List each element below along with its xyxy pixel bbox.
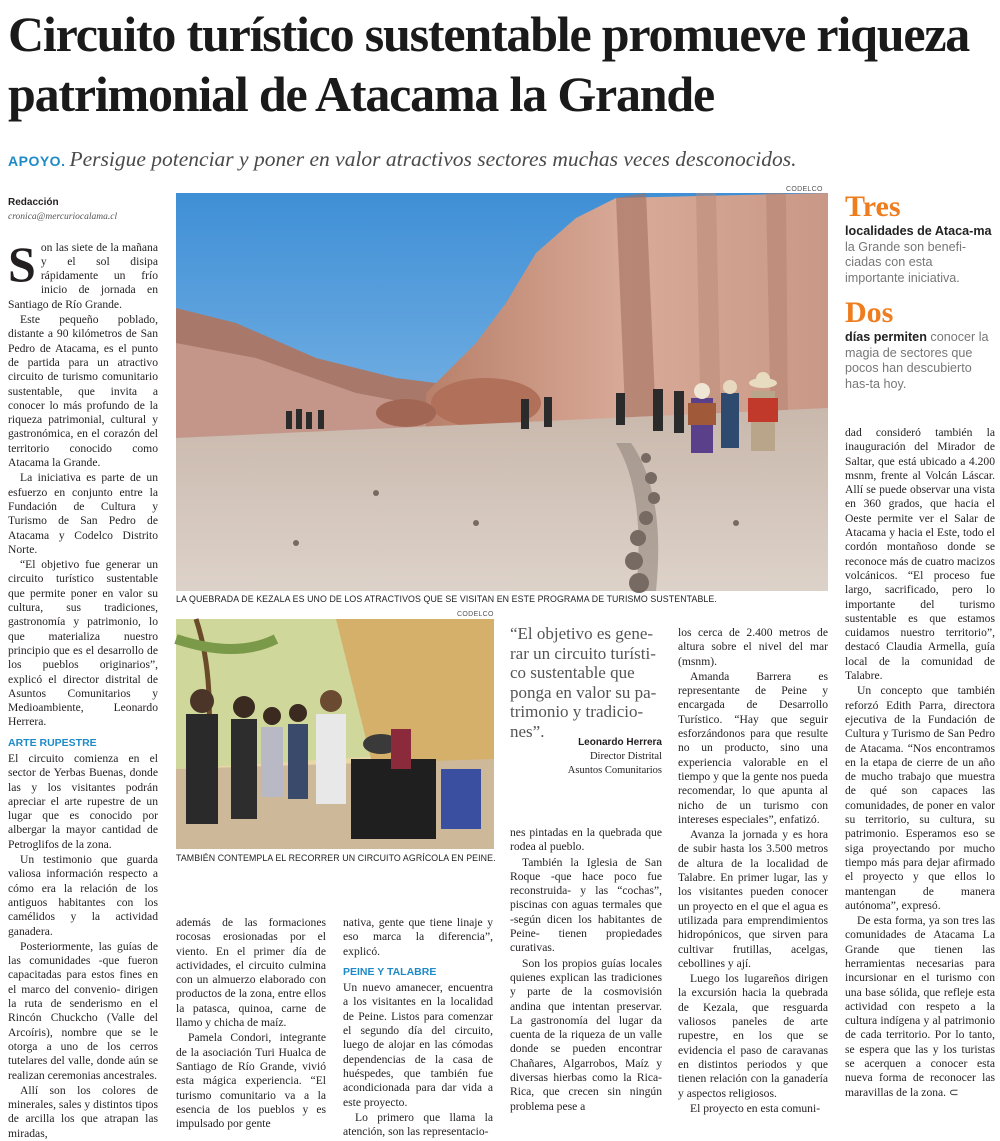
body-column-5	[678, 626, 828, 1116]
fact-number: Dos	[845, 296, 894, 329]
paragraph: También la Iglesia de San Roque -que hace poco fue reconstruida- y las “cochas”, piscinas con aguas termales que -según dicen los habitantes de Peine- tienen propiedades curativas.	[510, 855, 662, 955]
quote-author-role-2: Asuntos Comunitarios	[567, 765, 662, 776]
paragraph: Un nuevo amanecer, encuentra a los visitantes en la localidad de Peine. Listos para comenzar el segundo día del circuito, luego de alojar en las cómodas dependencias de la casa de huéspedes, que también fue acondicionada para dar vida a este proyecto.	[343, 981, 493, 1109]
paragraph: “El objetivo fue generar un circuito turístico sustentable que permite poner en valor su cultura, sus tradiciones, gastronomía y patrimonio, lo que materializa nuestro principio que es el desarrollo de los pueblos originarios”, explicó el director distrital de Asuntos Comunitarios y Medioambiente, Leonardo Herrera.	[8, 558, 158, 729]
body-column-1	[8, 196, 158, 1140]
paragraph: Son los propios guías locales quienes explican las tradiciones y parte de la cosmovisión andina que intentan preservar. La gastronomía del lugar da cuenta de la riqueza de un valle donde se pueden encontrar Chañares, Algarrobos, Maíz y diversas hierbas como la Rica-Rica, que crecen sin ningún problema pese a	[510, 956, 662, 1113]
paragraph	[845, 914, 995, 1100]
paragraph: Este pequeño poblado, distante a 90 kilómetros de San Pedro de Atacama, es el punto de partida para un atractivo circuito de turismo comunitario sustentable, que invita a conocer lo más profundo de la riqueza patrimonial, cultural y gastronómica, en el corazón del territorio conocido como Atacama la Grande.	[8, 313, 158, 470]
end-mark-icon: ⊂	[948, 1085, 959, 1099]
paragraph: Posteriormente, las guías de las comunidades -que fueron capacitadas para estos fines en el marco del convenio- dirigen la ruta de senderismo en el Rincón Chuckcho (Valle del Arcoíris), nombre que se le otorga a uno de los cerros tutelares del valle, donde aún se realizan ceremonias ancestrales.	[8, 939, 158, 1082]
paragraph: dad consideró también la inauguración del Mirador de Saltar, que está ubicado a 4.200 msnm, frente al Volcán Láscar. Allí se puede observar una vista en 360 grados, que hacia el Oeste permite ver el Salar de Atacama y hacia el Este, todo el cordón montañoso donde se reconoce más de cuatro macizos volcánicos. “El proceso fue largo, sacrificado, pero lo importante del turismo sustentable es que estamos cuidamos nuestro territorio”, destacó Claudia Armella, guía local de la comunidad de Talabre.	[845, 426, 995, 683]
main-photo-caption: LA QUEBRADA DE KEZALA ES UNO DE LOS ATRACTIVOS QUE SE VISITAN EN ESTE PROGRAMA DE TURISMO SUSTENTABLE.	[176, 594, 717, 604]
fact-box-dos	[845, 296, 995, 392]
paragraph: Allí son los colores de minerales, sales y distintos tipos de arcilla los que atrapan las miradas,	[8, 1083, 158, 1140]
paragraph: Avanza la jornada y es hora de subir hasta los 3.500 metros de altura de la localidad de Talabre. En primer lugar, las y los visitantes pueden conocer un proyecto en el que el agua es utilizada para emprendimientos hidropónicos, que sirven para cultivar frutillas, acelgas, cebollines y ají.	[678, 828, 828, 970]
drop-cap: S	[8, 235, 36, 292]
canyon-illustration	[176, 193, 828, 591]
quote-author-name: Leonardo Herrera	[578, 737, 662, 748]
main-photo-credit: CODELCO	[786, 186, 823, 193]
paragraph: nes pintadas en la quebrada que rodea al pueblo.	[510, 826, 662, 854]
body-column-4	[510, 826, 662, 1116]
fact-bold: días permiten	[845, 330, 927, 344]
paragraph: Amanda Barrera es representante de Peine y encargada de Desarrollo Turístico. “Hay que seguir esforzándonos para que resulte no un producto, sino una experiencia valorable en el tiempo y que la gente nos pueda recomendar, lo que apunta al nicho de un turismo con intereses especiales”, enfatizó.	[678, 669, 828, 826]
main-photo	[176, 193, 828, 591]
paragraph: los cerca de 2.400 metros de altura sobre el nivel del mar (msnm).	[678, 626, 828, 668]
section-heading-peine-talabre: PEINE Y TALABRE	[343, 965, 437, 978]
paragraph: nativa, gente que tiene linaje y eso marca la diferencia”, explicó.	[343, 916, 493, 958]
fact-text	[845, 330, 995, 392]
paragraph: La iniciativa es parte de un esfuerzo en conjunto entre la Fundación de Cultura y Turismo de San Pedro de Atacama y Codelco Distrito Norte.	[8, 471, 158, 556]
section-heading-arte-rupestre: ARTE RUPESTRE	[8, 736, 97, 749]
quote-author-role: Director Distrital	[589, 751, 662, 762]
lead-text: on las siete de la mañana y el sol disipa rápidamente un frío inicio de jornada en Santiago de Río Grande.	[8, 240, 158, 311]
subtitle	[8, 146, 993, 174]
secondary-photo-credit: CODELCO	[457, 611, 494, 618]
fact-text	[845, 224, 995, 286]
subtitle-text: Persigue potenciar y poner en valor atractivos sectores muchas veces desconocidos.	[69, 147, 797, 171]
fact-number: Tres	[845, 190, 901, 223]
pull-quote: “El objetivo es gene-rar un circuito turísti-co sustentable que ponga en valor su pa-trimonio y tradicio-nes”.	[510, 624, 657, 741]
byline-email: cronica@mercuriocalama.cl	[8, 212, 118, 223]
body-column-6	[845, 426, 995, 1116]
pull-quote-author	[510, 736, 662, 778]
kicker-label: APOYO.	[8, 153, 66, 169]
fact-box-tres	[845, 190, 995, 286]
body-column-2	[176, 916, 326, 1131]
secondary-photo	[176, 619, 494, 849]
headline: Circuito turístico sustentable promueve riqueza patrimonial de Atacama la Grande	[8, 6, 970, 122]
agricultural-circuit-illustration	[176, 619, 494, 849]
fact-body: conocer la magia de sectores que pocos han descubierto has-ta hoy.	[845, 330, 989, 391]
paragraph: Un testimonio que guarda valiosa información respecto a cómo era la relación de los antiguos habitantes con los camélidos y la actividad ganadera.	[8, 853, 158, 938]
paragraph: Un concepto que también reforzó Edith Parra, directora ejecutiva de la Fundación de Cultura y Turismo de San Pedro de Atacama. “Nos encontramos en la etapa de cierre de un año de mucho trabajo que muestra de qué son capaces las comunidades, de poner en valor su territorio, su cultura, su patrimonio. Esperamos eso se siga proyectando por mucho tiempo más para dejar afirmado el proyecto y que ellos lo mantengan de manera autónoma”, expresó.	[845, 684, 995, 912]
lead-paragraph	[8, 235, 158, 312]
paragraph: Lo primero que llama la atención, son las representacio-	[343, 1110, 493, 1139]
paragraph: Pamela Condori, integrante de la asociación Turi Hualca de Santiago de Río Grande, vivió esta mágica experiencia. “El turismo comunitario va a la esencia de los pueblos y es impulsado por gente	[176, 1031, 326, 1131]
paragraph: además de las formaciones rocosas erosionadas por el viento. En el primer día de actividades, el circuito culmina con un almuerzo elaborado con productos de la zona, entre ellos la patasca, quinoa, carne de llamo y chicha de maíz.	[176, 916, 326, 1030]
paragraph: El proyecto en esta comuni-	[690, 1101, 821, 1115]
closing-text: De esta forma, ya son tres las comunidades de Atacama La Grande que tienen las herramientas necesarias para incursionar en el turismo con una base sólida, que refleje esta actividad con respeto a la cultura indígena y al patrimonio de cada territorio. Por lo tanto, se espera que las y los turistas se acerquen a conocer esta nueva forma de reconocer las maravillas de la zona.	[845, 914, 995, 1099]
secondary-photo-caption: TAMBIÉN CONTEMPLA EL RECORRER UN CIRCUITO AGRÍCOLA EN PEINE.	[176, 853, 496, 863]
fact-bold: localidades de Ataca-ma	[845, 224, 992, 238]
fact-body: la Grande son benefi-ciadas con esta importante iniciativa.	[845, 239, 967, 285]
body-column-3	[343, 916, 493, 1139]
paragraph: El circuito comienza en el sector de Yerbas Buenas, donde las y los visitantes podrán apreciar el arte rupestre de un lugar que es conocido por albergar la mayor cantidad de Petroglifos de la zona.	[8, 751, 158, 851]
paragraph: Luego los lugareños dirigen la excursión hacia la quebrada de Kezala, que resguarda valiosos paneles de arte rupestre, en los que se evidencia el paso de caravanas en distintos periodos y que tienen relación con la ganadería y aspectos religiosos.	[678, 972, 828, 1100]
byline-name: Redacción	[8, 197, 59, 208]
